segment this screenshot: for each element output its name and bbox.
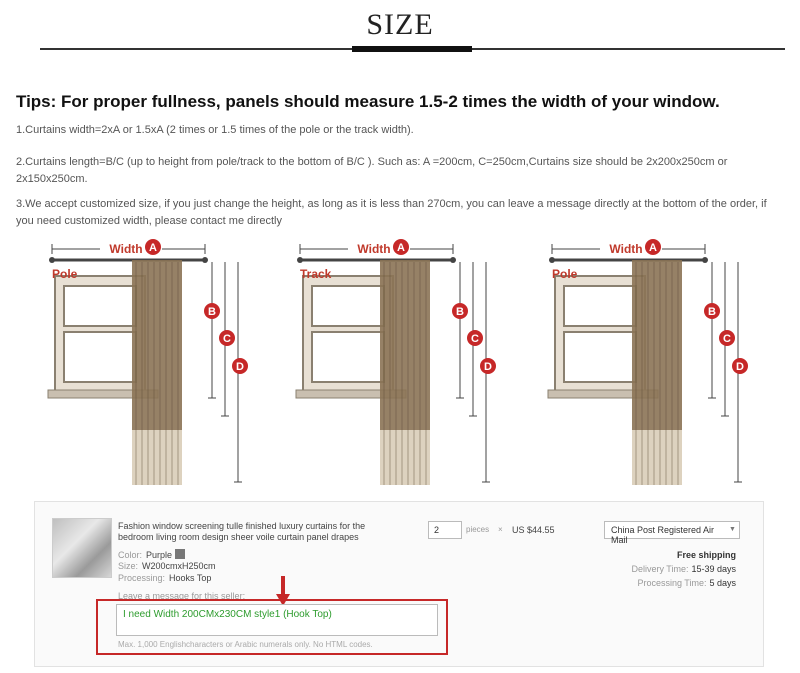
shipping-method-select[interactable]: China Post Registered Air Mail: [604, 521, 740, 539]
product-size: [118, 561, 216, 571]
window-pane-bottom: [64, 332, 136, 382]
size-label: Size:: [118, 561, 139, 571]
window-pane-bottom: [312, 332, 384, 382]
marker-c-letter: C: [223, 333, 231, 345]
free-shipping-label: Free shipping: [676, 550, 736, 560]
size-value: W200cmxH250cm: [142, 561, 216, 571]
unit-price: US $44.55: [512, 525, 555, 535]
marker-c-letter: C: [723, 333, 731, 345]
marker-d: [732, 358, 748, 374]
processing-time: [600, 578, 736, 588]
color-value: Purple: [146, 550, 173, 560]
window-pane-bottom: [564, 332, 636, 382]
processing-value: Hooks Top: [169, 573, 212, 583]
product-thumbnail[interactable]: [52, 518, 112, 578]
marker-a: [645, 239, 661, 255]
delivery-time: [600, 564, 736, 574]
leave-message-label: Leave a message for this seller:: [118, 591, 246, 601]
marker-c: [219, 330, 235, 346]
marker-c-letter: C: [471, 333, 479, 345]
product-color: [118, 549, 185, 560]
marker-a-letter: A: [149, 242, 157, 254]
marker-c: [467, 330, 483, 346]
curtain-diagram-svg: [40, 236, 290, 491]
seller-message-textarea[interactable]: I need Width 200CMx230CM style1 (Hook Top): [116, 604, 438, 636]
marker-d: [232, 358, 248, 374]
curtain-panel-sheer: [132, 430, 182, 485]
product-title[interactable]: Fashion window screening tulle finished luxury curtains for the bedroom living room design sheer voile curtain panel drapes: [118, 521, 366, 542]
rod-end-left: [297, 257, 303, 263]
curtain-diagram-svg: [540, 236, 790, 491]
curtain-panel-upper: [380, 260, 430, 430]
processing-time-label: Processing Time:: [637, 578, 707, 588]
tip-item-3: 3.We accept customized size, if you just change the height, as long as it is less than 270cm, you can leave a message directly at the bottom of the order, if you need customized width, please contact me directly: [16, 198, 767, 227]
curtain-panel-upper: [632, 260, 682, 430]
window-pane-top: [312, 286, 384, 326]
width-label: Width: [109, 242, 143, 256]
marker-a: [393, 239, 409, 255]
marker-c: [719, 330, 735, 346]
quantity-input[interactable]: 2: [428, 521, 462, 539]
curtain-panel-sheer: [380, 430, 430, 485]
mount-label: Track: [300, 267, 332, 281]
mount-label: Pole: [52, 267, 78, 281]
rod-end-right: [450, 257, 456, 263]
tips-heading: Tips: For proper fullness, panels should measure 1.5-2 times the width of your window.: [16, 92, 720, 111]
rod-end-left: [549, 257, 555, 263]
multiply-sign: ×: [498, 525, 503, 534]
delivery-value: 15-39 days: [691, 564, 736, 574]
marker-d: [480, 358, 496, 374]
rod-end-left: [49, 257, 55, 263]
width-label: Width: [357, 242, 391, 256]
marker-b: [204, 303, 220, 319]
marker-d-letter: D: [484, 361, 492, 373]
marker-b-letter: B: [456, 306, 464, 318]
product-processing: [118, 573, 211, 583]
title-divider-accent: [352, 46, 472, 52]
diagram-pole-2: [540, 236, 790, 491]
color-label: Color:: [118, 550, 143, 560]
message-limit-note: Max. 1,000 Englishcharacters or Arabic numerals only. No HTML codes.: [118, 640, 373, 649]
marker-b: [704, 303, 720, 319]
width-label: Width: [609, 242, 643, 256]
processing-time-value: 5 days: [709, 578, 736, 588]
curtain-diagram-svg: [288, 236, 538, 491]
marker-d-letter: D: [736, 361, 744, 373]
color-swatch: [175, 549, 185, 559]
rod-end-right: [202, 257, 208, 263]
mount-label: Pole: [552, 267, 578, 281]
curtain-panel-sheer: [632, 430, 682, 485]
delivery-label: Delivery Time:: [631, 564, 689, 574]
curtain-panel-upper: [132, 260, 182, 430]
chevron-down-icon[interactable]: ▼: [729, 526, 736, 533]
diagram-track: [288, 236, 538, 491]
pieces-label: pieces: [466, 525, 490, 534]
marker-b: [452, 303, 468, 319]
marker-b-letter: B: [708, 306, 716, 318]
processing-label: Processing:: [118, 573, 166, 583]
marker-b-letter: B: [208, 306, 216, 318]
window-pane-top: [564, 286, 636, 326]
diagram-pole-1: [40, 236, 290, 491]
page-title: SIZE: [366, 8, 434, 41]
tip-item-1: 1.Curtains width=2xA or 1.5xA (2 times or 1.5 times of the pole or the track width).: [16, 124, 414, 136]
marker-a: [145, 239, 161, 255]
window-pane-top: [64, 286, 136, 326]
marker-a-letter: A: [397, 242, 405, 254]
marker-a-letter: A: [649, 242, 657, 254]
tip-item-2: 2.Curtains length=B/C (up to height from pole/track to the bottom of B/C ). Such as: A =200cm, C=250cm,Curtains size should be 2x200x250cm or 2x150x250cm.: [16, 156, 728, 185]
rod-end-right: [702, 257, 708, 263]
marker-d-letter: D: [236, 361, 244, 373]
